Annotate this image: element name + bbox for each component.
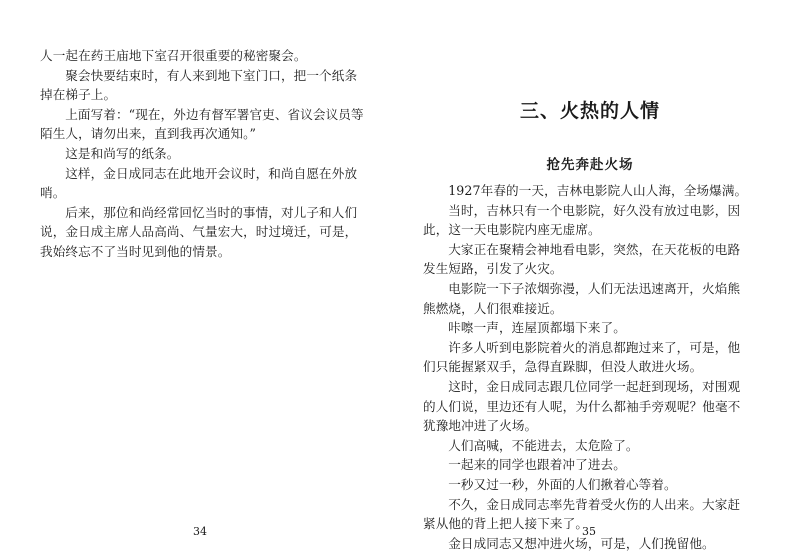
paragraph: 后来，那位和尚经常回忆当时的事情，对儿子和人们说，金日成主席人品高尚、气量宏大，时过境迁，可是，我始终忘不了当时见到他的情景。 [40, 204, 358, 259]
paragraph: 一起来的同学也跟着冲了进去。 [448, 457, 626, 473]
paragraph: 1927年春的一天，吉林电影院人山人海，全场爆满。 [448, 183, 748, 198]
paragraph: 这时，金日成同志跟几位同学一起赶到现场，对围观的人们说，里边还有人呢，为什么都袖手旁观呢？他毫不犹豫地冲进了火场。 [423, 378, 741, 434]
paragraph: 电影院一下子浓烟弥漫，人们无法迅速离开，火焰熊熊燃烧，人们很难接近。 [423, 280, 741, 316]
paragraph: 许多人听到电影院着火的消息都跑过来了，可是，他们只能握紧双手，急得直跺脚，但没人敢进火场。 [423, 339, 741, 375]
paragraph: 一秒又过一秒，外面的人们揪着心等着。 [448, 476, 677, 492]
paragraph: 聚会快要结束时，有人来到地下室门口，把一个纸条掉在梯子上。 [40, 67, 358, 103]
paragraph: 咔嚓一声，连屋顶都塌下来了。 [448, 320, 626, 336]
right-page-body [423, 181, 751, 553]
paragraph: 不久，金日成同志率先背着受火伤的人出来。大家赶紧从他的背上把人接下来了。 [423, 496, 741, 532]
page-number: 34 [193, 525, 207, 538]
paragraph: 上面写着：“现在，外边有督军署官吏、省议会议员等陌生人，请勿出来，直到我再次通知。” [40, 106, 364, 142]
paragraph: 金日成同志又想冲进火场，可是，人们挽留他。 [448, 535, 715, 551]
paragraph: 人一起在药王庙地下室召开很重要的秘密聚会。 [40, 48, 307, 63]
chapter-title: 三、火热的人情 [519, 100, 660, 122]
paragraph: 这样，金日成同志在此地开会议时，和尚自愿在外放哨。 [40, 165, 358, 201]
right-page [393, 0, 787, 558]
paragraph: 人们高喊，不能进去，太危险了。 [448, 437, 639, 453]
section-title: 抢先奔赴火场 [546, 157, 634, 173]
left-page-body [40, 46, 366, 262]
paragraph: 大家正在聚精会神地看电影，突然，在天花板的电路发生短路，引发了火灾。 [423, 241, 741, 277]
page-number: 35 [582, 525, 596, 538]
paragraph: 当时，吉林只有一个电影院，好久没有放过电影，因此，这一天电影院内座无虚席。 [423, 202, 741, 238]
left-page [0, 0, 393, 558]
paragraph: 这是和尚写的纸条。 [65, 145, 180, 161]
